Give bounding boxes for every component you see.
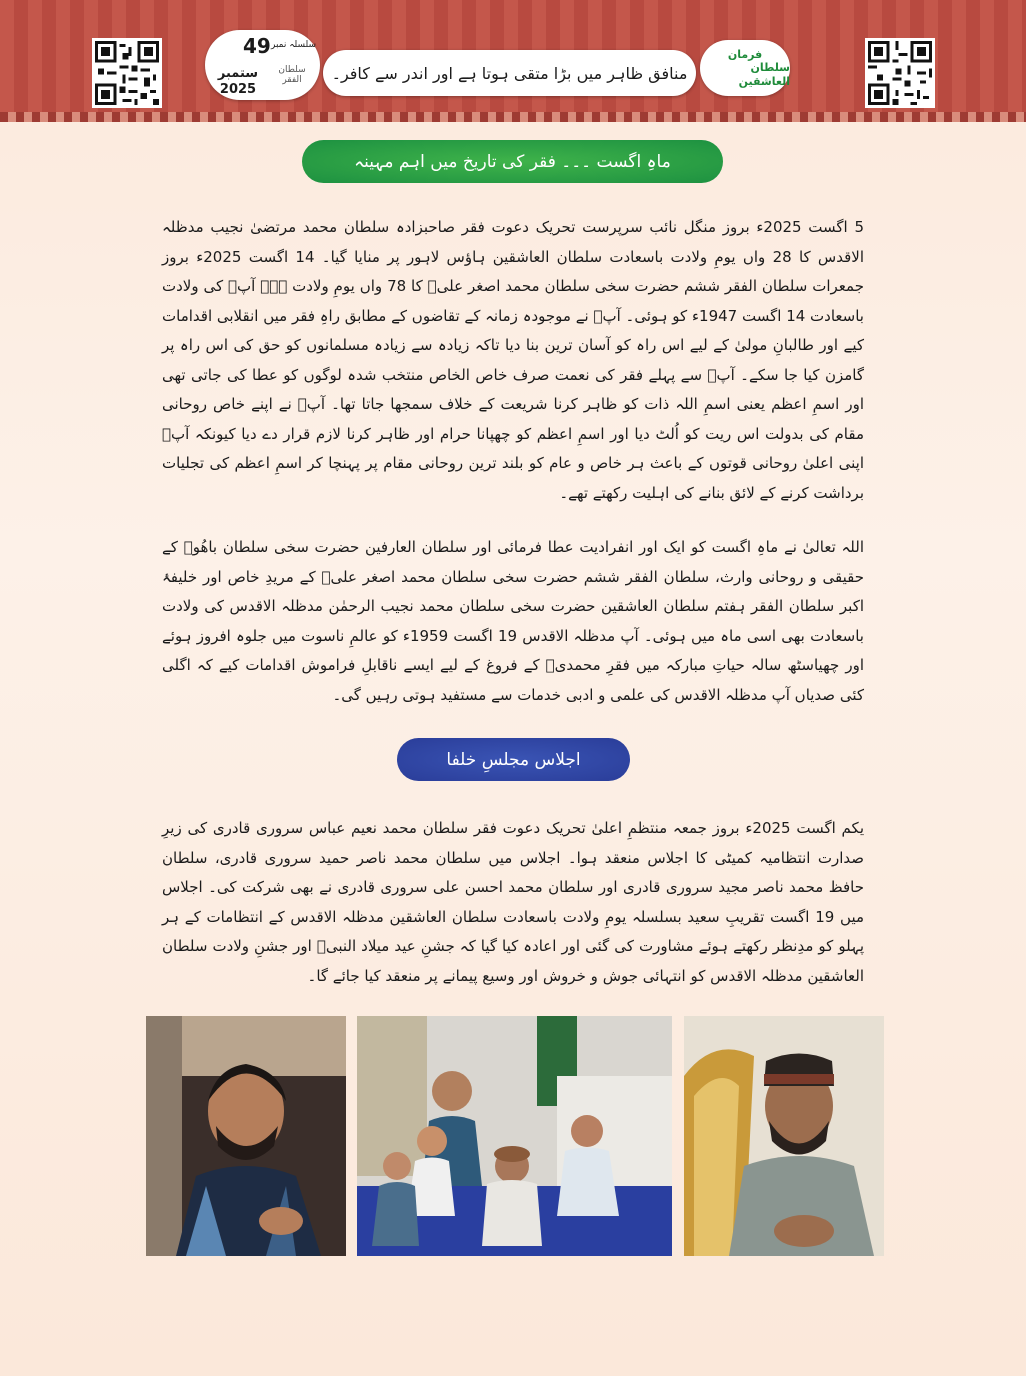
brand-line-2: سلطان العاشقین bbox=[738, 61, 790, 88]
section-1-title: ماہِ اگست ۔۔۔ فقر کی تاریخ میں اہم مہینہ bbox=[354, 152, 671, 172]
photo-portrait-image bbox=[684, 1016, 884, 1256]
section-2-paragraph-1-text: یکم اگست 2025ء بروز جمعہ منتظمِ اعلیٰ تحریک دعوت فقر سلطان محمد نعیم عباس سروری قادری کی زیرِ صدارت انتظامیہ کمیٹی کا اجلاس منعقد ہوا۔ اجلاس میں سلطان محمد ناصر حمید سروری قادری، سلطان حافظ محمد ناصر مجید سروری قادری اور سلطان محمد احسن علی سروری قادری نے بھی شرکت کی۔ اجلاس میں 19 اگست تقریبِ سعید بسلسلہ یومِ ولادت باسعادت سلطان العاشقین مدظلہ الاقدس کے انتظامات کے ہر پہلو کو مدِنظر رکھتے ہوئے مشاورت کی گئی اور اعادہ کیا گیا کہ جشنِ عید میلاد النبیؐ اور جشنِ ولادت سلطان العاشقین مدظلہ الاقدس کو انتہائی جوش و خروش اور وسیع پیمانے پر منعقد کیا جائے گا۔ bbox=[162, 819, 864, 985]
issue-month: ستمبر bbox=[217, 66, 259, 81]
section-2-heading bbox=[397, 738, 630, 781]
section-1-heading bbox=[302, 140, 723, 183]
qr-code-left[interactable] bbox=[92, 38, 162, 108]
section-1-paragraph-1 bbox=[162, 213, 864, 508]
section-2-title: اجلاس مجلسِ خلفا bbox=[446, 749, 581, 770]
qr-code-icon bbox=[95, 41, 159, 105]
qr-code-icon bbox=[868, 41, 932, 105]
issue-year: 2025 bbox=[219, 82, 257, 97]
section-1-paragraph-2-text: اللہ تعالیٰ نے ماہِ اگست کو ایک اور انفرادیت عطا فرمائی اور سلطان العارفین حضرت سخی سلطان باھُوؒ کے حقیقی و روحانی وارث، سلطان الفقر ششم حضرت سخی سلطان محمد اصغر علیؒ کے مریدِ خاص اور خلیفۂ اکبر سلطان الفقر ہفتم سلطان العاشقین حضرت سخی سلطان محمد نجیب الرحمٰن مدظلہ الاقدس کی ولادت باسعادت بھی اسی ماہ میں ہوئی۔ آپ مدظلہ الاقدس 19 اگست 1959ء کو عالمِ ناسوت میں جلوہ افروز ہوئے اور چھیاسٹھ سالہ حیاتِ مبارکہ میں فقرِ محمدیؐ کے فروغ کے لیے ایسے ناقابلِ فراموش اقدامات کیے کہ اگلی کئی صدیاں آپ مدظلہ الاقدس کی علمی و ادبی خدمات سے مستفید ہوتی رہیں گی۔ bbox=[162, 538, 864, 704]
section-1-paragraph-2 bbox=[162, 533, 864, 710]
photo-portrait bbox=[684, 1016, 884, 1256]
section-2-paragraph-1 bbox=[162, 814, 864, 991]
brand-badge bbox=[700, 40, 790, 96]
section-1-paragraph-1-text: 5 اگست 2025ء بروز منگل نائب سرپرست تحریک دعوت فقر صاحبزادہ سلطان محمد مرتضیٰ نجیب مدظلہ الاقدس کا 28 واں یومِ ولادت باسعادت سلطان العاشقین ہاؤس لاہور پر منایا گیا۔ 14 اگست 2025ء بروز جمعرات سلطان الفقر ششم حضرت سخی سلطان محمد اصغر علیؒ کا 78 واں یومِ ولادت ہے۔ آپؒ کی ولادت باسعادت 14 اگست 1947ء کو ہوئی۔ آپؒ نے موجودہ زمانہ کے تقاضوں کے مطابق راہِ فقر میں انقلابی اقدامات کیے اور طالبانِ مولیٰ کے لیے اس راہ کو آسان ترین بنا دیا تاکہ زیادہ سے زیادہ مسلمانوں کو حق کی اس راہ پر گامزن کیا جا سکے۔ آپؒ سے پہلے فقر کی نعمت صرف خاص الخاص منتخب شدہ لوگوں کو عطا کی جاتی تھی اور اسمِ اعظم یعنی اسمِ اللہ ذات کو ظاہر کرنا شریعت کے خلاف سمجھا جاتا تھا۔ آپؒ نے اپنے خاص روحانی مقام کی بدولت اس ریت کو اُلٹ دیا اور اسمِ اعظم کو چھپانا حرام اور ظاہر کرنا لازم قرار دے دیا کیونکہ آپؒ اپنی اعلیٰ روحانی قوتوں کے باعث ہر خاص و عام کو بلند ترین روحانی مقام پر پہنچا کر اسمِ اعظم کی تجلیات برداشت کرنے کے لائق بنانے کی اہلیت رکھتے تھے۔ bbox=[162, 218, 864, 502]
sultan-ul-faqr-emblem: سلطان الفقر bbox=[278, 65, 306, 85]
photo-meeting-image bbox=[357, 1016, 672, 1256]
issue-badge bbox=[205, 30, 320, 100]
brand-line-1: فرمان bbox=[727, 48, 763, 62]
header-quote bbox=[323, 50, 696, 96]
issue-number: 49 bbox=[243, 34, 271, 58]
photo-meeting bbox=[357, 1016, 672, 1256]
photo-speaker bbox=[146, 1016, 346, 1256]
photo-speaker-image bbox=[146, 1016, 346, 1256]
header-quote-text: منافق ظاہر میں بڑا متقی ہوتا ہے اور اندر سے کافر۔ bbox=[331, 63, 688, 83]
issue-label: سلسلہ نمبر bbox=[271, 40, 317, 50]
qr-code-right[interactable] bbox=[865, 38, 935, 108]
